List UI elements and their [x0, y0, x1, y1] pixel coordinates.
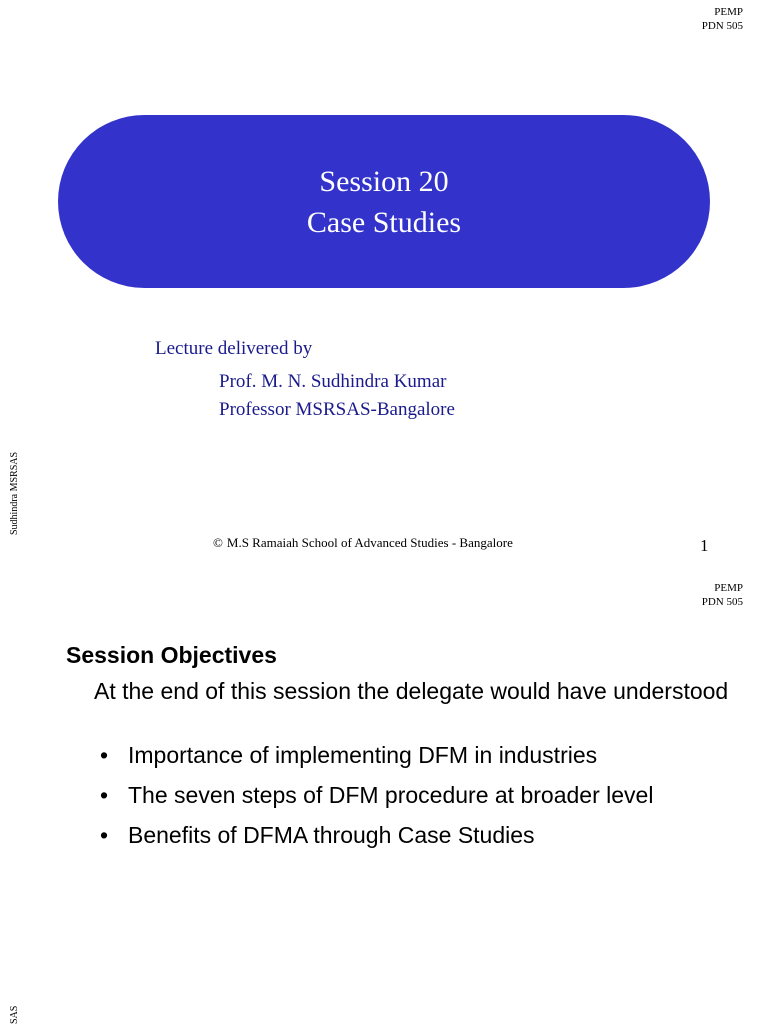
objectives-slide — [0, 576, 768, 1024]
section-heading: Session Objectives — [66, 642, 277, 668]
course-code — [663, 5, 743, 33]
list-item — [100, 740, 653, 780]
title-banner — [58, 115, 710, 288]
objective-list — [100, 740, 653, 860]
list-item — [100, 820, 653, 860]
course-code-line: PEMP — [714, 6, 743, 18]
objective-text: Benefits of DFMA through Case Studies — [128, 822, 535, 848]
lecturer-title: Professor MSRSAS-Bangalore — [219, 399, 455, 420]
list-item — [100, 780, 653, 820]
lecturer-name: Prof. M. N. Sudhindra Kumar — [219, 371, 447, 392]
lecture-intro: Lecture delivered by — [155, 338, 313, 359]
objective-text: Importance of implementing DFM in industries — [128, 742, 598, 768]
bullet-icon: • — [100, 742, 109, 768]
side-label: SAS — [9, 1005, 20, 1024]
copyright-text: M.S Ramaiah School of Advanced Studies - Bangalore — [226, 535, 513, 550]
session-number: Session 20 — [319, 164, 449, 198]
bullet-icon: • — [100, 822, 109, 848]
side-label: Sudhindra MSRSAS — [9, 451, 20, 535]
bullet-icon: • — [100, 782, 109, 808]
copyright-notice — [213, 535, 513, 551]
course-code-line: PDN 505 — [701, 20, 743, 32]
course-code — [663, 581, 743, 609]
objective-text: The seven steps of DFM procedure at broader level — [128, 782, 654, 808]
course-code-line: PEMP — [714, 582, 743, 594]
page-number: 1 — [700, 536, 709, 555]
intro-text: At the end of this session the delegate would have understood — [94, 678, 729, 704]
copyright-icon: © — [213, 535, 223, 550]
session-title: Case Studies — [306, 205, 462, 239]
course-code-line: PDN 505 — [701, 596, 743, 608]
